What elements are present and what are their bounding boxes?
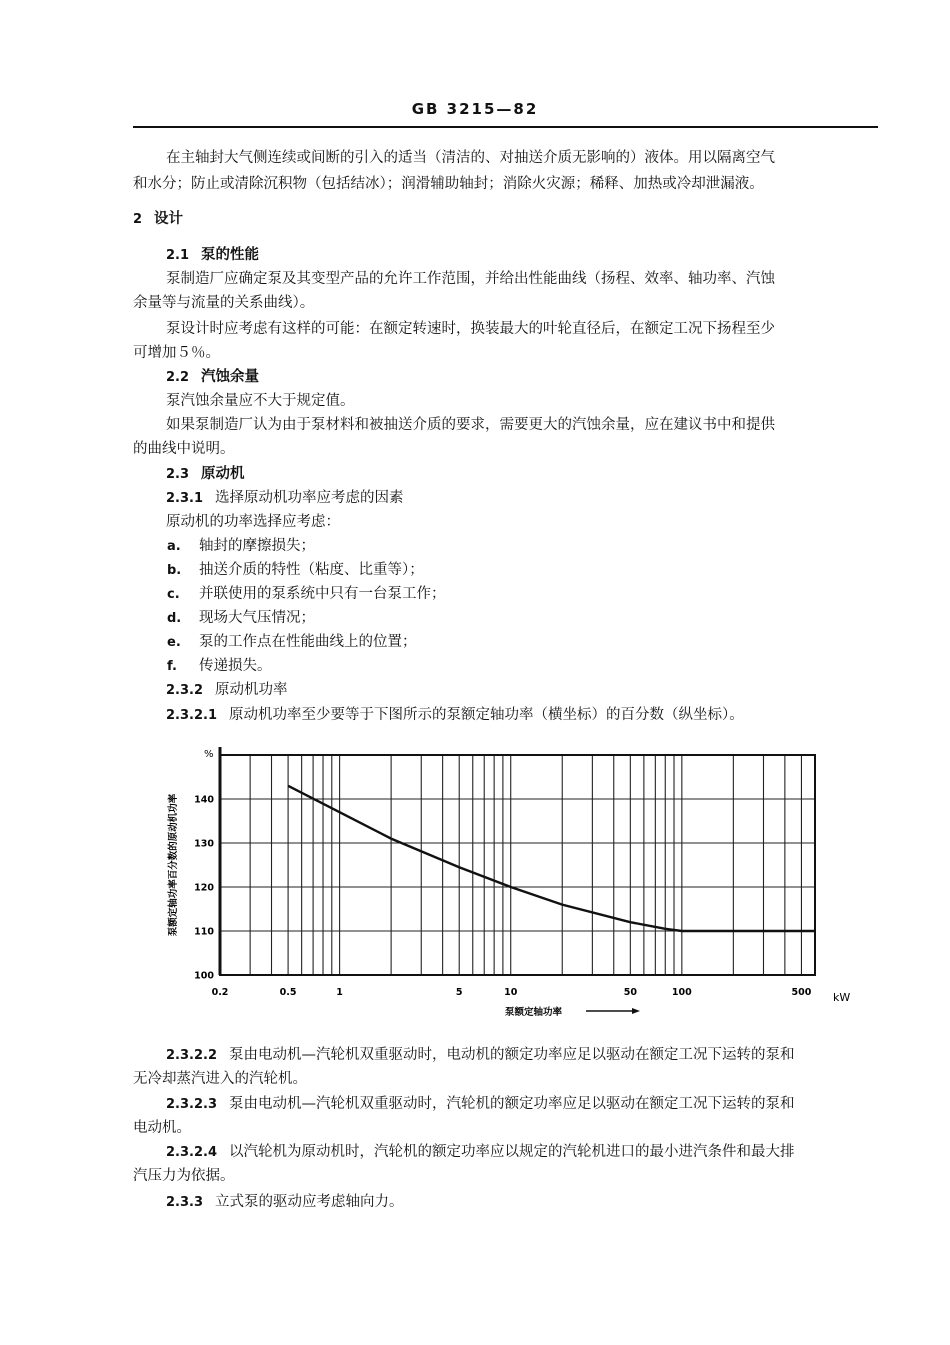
x-tick-label: 50 [623, 987, 637, 998]
y-tick-label: 140 [194, 794, 214, 806]
section-2-2-heading [133, 365, 878, 390]
paragraph-text: 立式泵的驱动应考虑轴向力。 [215, 1194, 404, 1210]
y-tick-label: 100 [194, 970, 214, 982]
section-2-3-heading [133, 462, 878, 487]
y-tick-label: 130 [194, 838, 214, 850]
list-item: d. 现场大气压情况； [167, 610, 315, 626]
section-2-3-1-heading [133, 486, 878, 511]
section-title: 原动机 [201, 465, 245, 482]
y-axis-label: 泵额定轴功率百分数的原动机功率 [168, 793, 179, 937]
x-axis-label: 泵额定轴功率 [505, 1007, 563, 1018]
section-title: 泵的性能 [201, 246, 260, 263]
section-2-3-2-heading [133, 678, 878, 703]
header-rule [133, 126, 878, 128]
section-2-3-2-4 [133, 1140, 878, 1165]
paragraph-line: 的曲线中说明。 [133, 441, 235, 457]
intro-line-2: 和水分；防止或清除沉积物（包括结冰）；润滑辅助轴封；消除火灾源；稀释、加热或冷却泄漏液。 [133, 176, 764, 192]
section-title: 设计 [154, 210, 184, 227]
paragraph-line: 原动机的功率选择应考虑： [166, 514, 340, 530]
section-2-3-3 [133, 1190, 878, 1215]
paragraph-text: 原动机功率至少要等于下图所示的泵额定轴功率（横坐标）的百分数（纵坐标）。 [229, 707, 744, 723]
x-tick-label: 0.5 [279, 987, 297, 998]
paragraph-line: 如果泵制造厂认为由于泵材料和被抽送介质的要求，需要更大的汽蚀余量，应在建议书中和提供 [166, 417, 775, 433]
x-axis-arrow [586, 1008, 640, 1014]
list-item: f. 传递损失。 [167, 658, 272, 674]
standard-code-header: GB 3215—82 [411, 100, 539, 118]
x-tick-label: 5 [455, 987, 463, 998]
section-number: 2.3.2 [166, 683, 204, 698]
section-2-3-2-2 [133, 1043, 878, 1068]
paragraph-line: 汽压力为依据。 [133, 1168, 235, 1184]
section-2-3-2-1 [133, 703, 878, 728]
chart-frame [220, 755, 815, 975]
section-title: 汽蚀余量 [201, 368, 260, 385]
paragraph-text: 以汽轮机为原动机时，汽轮机的额定功率应以规定的汽轮机进口的最小进汽条件和最大排 [229, 1144, 795, 1160]
section-number: 2.2 [166, 370, 190, 385]
section-title: 原动机功率 [215, 682, 288, 698]
x-tick-labels [212, 987, 812, 998]
section-number: 2.3.2.3 [166, 1097, 217, 1112]
y-unit-label: % [204, 749, 214, 760]
section-number: 2 [133, 212, 143, 227]
list-item: c. 并联使用的泵系统中只有一台泵工作； [167, 586, 446, 602]
section-number: 2.3.2.2 [166, 1048, 217, 1063]
list-item: a. 轴封的摩擦损失； [167, 538, 315, 554]
section-number: 2.3.2.1 [166, 708, 217, 723]
paragraph-line: 电动机。 [133, 1120, 191, 1136]
section-number: 2.3.1 [166, 491, 204, 506]
paragraph-line: 泵制造厂应确定泵及其变型产品的允许工作范围，并给出性能曲线（扬程、效率、轴功率、汽蚀 [166, 271, 775, 287]
y-tick-label: 120 [194, 882, 214, 894]
section-number: 2.3.3 [166, 1195, 204, 1210]
paragraph-text: 泵由电动机—汽轮机双重驱动时，汽轮机的额定功率应足以驱动在额定工况下运转的泵和 [229, 1096, 795, 1112]
y-tick-labels [194, 795, 214, 982]
paragraph-line: 泵汽蚀余量应不大于规定值。 [166, 393, 355, 409]
y-tick-label: 110 [194, 926, 214, 938]
list-item: b. 抽送介质的特性（粘度、比重等）； [167, 562, 424, 578]
power-curve-line [288, 786, 815, 931]
section-number: 2.1 [166, 248, 190, 263]
paragraph-text: 泵由电动机—汽轮机双重驱动时，电动机的额定功率应足以驱动在额定工况下运转的泵和 [229, 1047, 795, 1063]
x-tick-label: 0.2 [211, 987, 229, 998]
paragraph-line: 可增加５％。 [133, 345, 220, 361]
section-2-3-2-3 [133, 1092, 878, 1117]
x-tick-label: 10 [504, 987, 518, 998]
paragraph-line: 无冷却蒸汽进入的汽轮机。 [133, 1071, 307, 1087]
chart-grid [220, 755, 815, 975]
section-number: 2.3 [166, 467, 190, 482]
section-2-1-heading [133, 243, 878, 268]
paragraph-line: 泵设计时应考虑有这样的可能：在额定转速时，换装最大的叶轮直径后，在额定工况下扬程至少 [166, 321, 775, 337]
list-item: e. 泵的工作点在性能曲线上的位置； [167, 634, 417, 650]
x-unit-label: kW [833, 991, 851, 1004]
x-tick-label: 1 [336, 987, 343, 998]
intro-line-1: 在主轴封大气侧连续或间断的引入的适当（清洁的、对抽送介质无影响的）液体。用以隔离空气 [166, 150, 775, 166]
x-tick-label: 500 [791, 987, 812, 998]
section-2-heading [133, 207, 878, 232]
section-number: 2.3.2.4 [166, 1145, 217, 1160]
arrow-head [632, 1008, 640, 1014]
section-title: 选择原动机功率应考虑的因素 [215, 490, 404, 506]
x-tick-label: 100 [671, 987, 692, 998]
paragraph-line: 余量等与流量的关系曲线）。 [133, 295, 315, 311]
motor-power-chart [0, 735, 950, 1035]
